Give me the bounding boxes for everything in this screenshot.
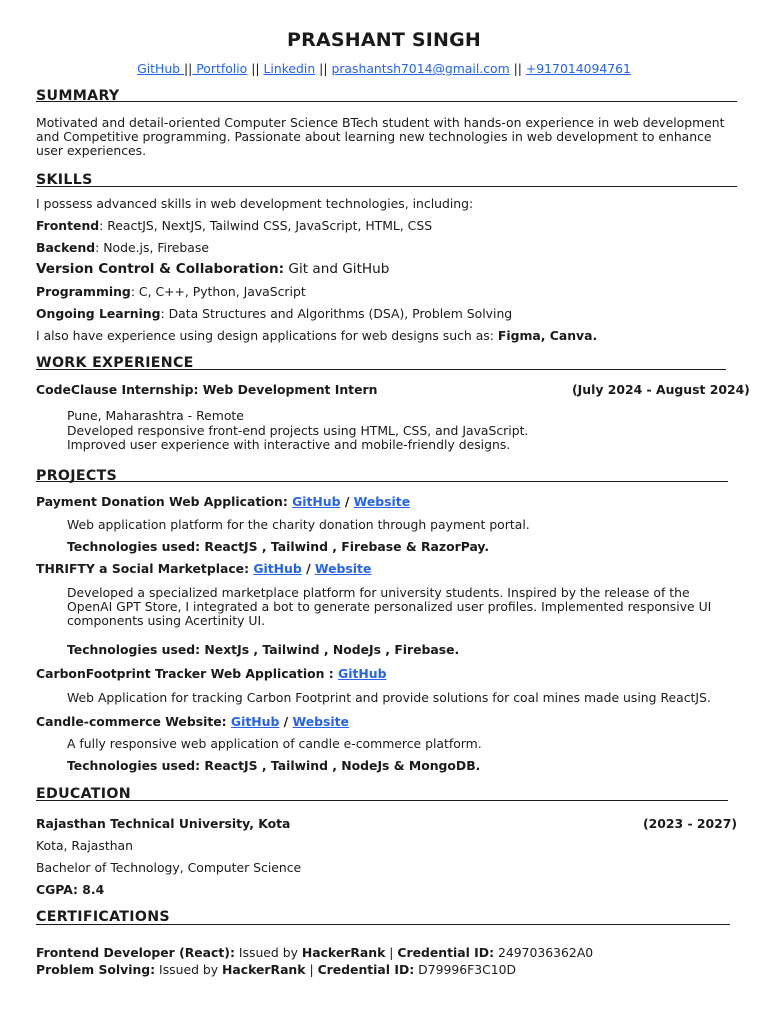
skill-label: Ongoing Learning xyxy=(36,306,161,321)
project-website-link[interactable]: Website xyxy=(314,561,372,576)
skills-heading: SKILLS xyxy=(36,172,93,188)
certifications-heading: CERTIFICATIONS xyxy=(36,909,170,925)
design-tools: Figma, Canva. xyxy=(497,328,598,343)
skill-value: : Data Structures and Algorithms (DSA), Problem Solving xyxy=(160,306,513,321)
project-website-link[interactable]: Website xyxy=(292,714,349,729)
work-heading: WORK EXPERIENCE xyxy=(36,355,194,371)
github-link[interactable]: GitHub xyxy=(137,61,184,76)
project-title xyxy=(36,714,349,729)
resume-name: PRASHANT SINGH xyxy=(287,29,481,51)
credential-id: 2497036362A0 xyxy=(494,945,594,960)
skill-value: : Node.js, Firebase xyxy=(95,240,209,255)
cgpa: CGPA: 8.4 xyxy=(36,882,105,897)
project-name: Payment Donation Web Application: xyxy=(36,494,293,509)
skill-value: I also have experience using design applications for web designs such as: xyxy=(36,328,498,343)
section-divider xyxy=(36,369,726,370)
email-link[interactable]: prashantsh7014@gmail.com xyxy=(331,61,510,76)
certification-text: | xyxy=(385,945,398,960)
project-name: CarbonFootprint Tracker Web Application : xyxy=(36,666,339,681)
skill-version-control xyxy=(36,261,389,277)
skill-label: Version Control & Collaboration: xyxy=(36,261,285,277)
certification-text: | xyxy=(305,962,318,977)
project-description: Developed a specialized marketplace platform for university students. Inspired by the release of the OpenAI GPT Store, I integrated a bot to generate personalized user profiles. Implemented responsive UI components using Acertinity UI. xyxy=(67,585,712,629)
section-divider xyxy=(36,481,728,482)
skill-label: Backend xyxy=(36,240,96,255)
link-separator: / xyxy=(301,561,315,576)
separator: || xyxy=(509,61,526,76)
job-detail: Improved user experience with interactive and mobile-friendly designs. xyxy=(67,437,511,452)
project-technologies: Technologies used: ReactJS , Tailwind , Firebase & RazorPay. xyxy=(67,539,490,554)
project-technologies: Technologies used: NextJs , Tailwind , NodeJs , Firebase. xyxy=(67,642,460,657)
skill-value: Git and GitHub xyxy=(284,261,390,277)
certification-name: Frontend Developer (React): xyxy=(36,945,235,960)
summary-heading: SUMMARY xyxy=(36,88,120,104)
phone-link[interactable]: +917014094761 xyxy=(525,61,631,76)
certification-text: Issued by xyxy=(155,962,223,977)
job-detail: Developed responsive front-end projects using HTML, CSS, and JavaScript. xyxy=(67,423,529,438)
credential-label: Credential ID: xyxy=(397,945,495,960)
school-name: Rajasthan Technical University, Kota xyxy=(36,816,291,831)
section-divider xyxy=(36,800,728,801)
project-title xyxy=(36,666,386,681)
summary-text: Motivated and detail-oriented Computer Science BTech student with hands-on experience in web development and Competitive programming. Passionate about learning new technologies in web development to enhance user experiences. xyxy=(36,115,725,159)
certification-item xyxy=(36,962,516,977)
link-separator: / xyxy=(279,714,293,729)
education-dates: (2023 - 2027) xyxy=(643,816,738,831)
job-location: Pune, Maharashtra - Remote xyxy=(67,408,244,423)
skill-label: Programming xyxy=(36,284,131,299)
contact-links xyxy=(0,61,768,76)
projects-heading: PROJECTS xyxy=(36,468,118,484)
credential-id: D79996F3C10D xyxy=(414,962,517,977)
certification-issuer: HackerRank xyxy=(222,962,306,977)
project-title xyxy=(36,561,371,576)
school-location: Kota, Rajasthan xyxy=(36,838,133,853)
project-website-link[interactable]: Website xyxy=(353,494,411,509)
certification-name: Problem Solving: xyxy=(36,962,156,977)
job-dates: (July 2024 - August 2024) xyxy=(572,382,750,397)
skill-ongoing xyxy=(36,306,512,321)
section-divider xyxy=(36,101,737,102)
portfolio-link[interactable]: Portfolio xyxy=(192,61,248,76)
linkedin-link[interactable]: Linkedin xyxy=(263,61,316,76)
project-name: THRIFTY a Social Marketplace: xyxy=(36,561,254,576)
certification-issuer: HackerRank xyxy=(301,945,386,960)
project-github-link[interactable]: GitHub xyxy=(230,714,280,729)
skill-value: : C, C++, Python, JavaScript xyxy=(130,284,306,299)
certification-item xyxy=(36,945,593,960)
skill-design xyxy=(36,328,597,343)
project-name: Candle-commerce Website: xyxy=(36,714,231,729)
project-github-link[interactable]: GitHub xyxy=(292,494,341,509)
job-title: CodeClause Internship: Web Development Intern xyxy=(36,382,378,397)
project-technologies: Technologies used: ReactJS , Tailwind , NodeJs & MongoDB. xyxy=(67,758,481,773)
link-separator: / xyxy=(340,494,354,509)
skill-label: Frontend xyxy=(36,218,100,233)
project-github-link[interactable]: GitHub xyxy=(253,561,302,576)
project-github-link[interactable]: GitHub xyxy=(338,666,387,681)
section-divider xyxy=(36,924,730,925)
skill-frontend xyxy=(36,218,432,233)
skill-backend xyxy=(36,240,209,255)
separator: || xyxy=(247,61,264,76)
project-description: A fully responsive web application of candle e-commerce platform. xyxy=(67,736,482,751)
skill-value: : ReactJS, NextJS, Tailwind CSS, JavaScript, HTML, CSS xyxy=(99,218,433,233)
separator: || xyxy=(315,61,332,76)
project-title xyxy=(36,494,410,509)
education-heading: EDUCATION xyxy=(36,786,131,802)
separator: || xyxy=(183,61,193,76)
section-divider xyxy=(36,186,737,187)
degree: Bachelor of Technology, Computer Science xyxy=(36,860,302,875)
credential-label: Credential ID: xyxy=(317,962,415,977)
certification-text: Issued by xyxy=(234,945,302,960)
project-description: Web application platform for the charity donation through payment portal. xyxy=(67,517,530,532)
project-description: Web Application for tracking Carbon Footprint and provide solutions for coal mines made using ReactJS. xyxy=(67,690,711,705)
skill-programming xyxy=(36,284,306,299)
skills-intro: I possess advanced skills in web development technologies, including: xyxy=(36,196,474,211)
